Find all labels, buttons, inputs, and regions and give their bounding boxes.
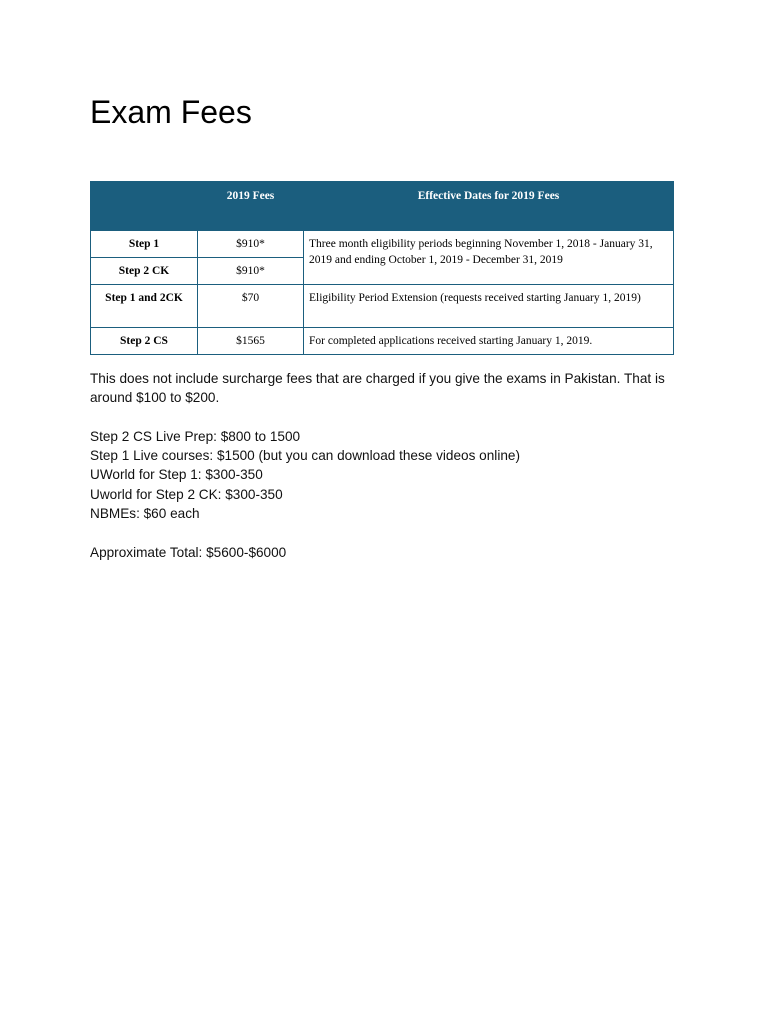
approximate-total: Approximate Total: $5600-$6000 xyxy=(90,544,287,560)
fee-cell: $70 xyxy=(198,285,304,328)
header-effective-dates: Effective Dates for 2019 Fees xyxy=(304,182,674,231)
cost-item: Step 2 CS Live Prep: $800 to 1500 xyxy=(90,428,301,444)
header-exam xyxy=(91,182,198,231)
exam-cell: Step 1 and 2CK xyxy=(91,285,198,328)
page-title: Exam Fees xyxy=(90,94,252,130)
cost-item: Uworld for Step 2 CK: $300-350 xyxy=(90,486,283,502)
table-row xyxy=(91,285,674,328)
table-header-row xyxy=(91,182,674,231)
dates-cell: Eligibility Period Extension (requests received starting January 1, 2019) xyxy=(304,285,674,328)
surcharge-note: This does not include surcharge fees that are charged if you give the exams in Pakistan. That is around $100 to $200. xyxy=(90,371,665,406)
exam-cell: Step 2 CK xyxy=(91,258,198,285)
body-text xyxy=(90,369,680,562)
table-row xyxy=(91,231,674,258)
cost-item: NBMEs: $60 each xyxy=(90,506,200,522)
header-fees: 2019 Fees xyxy=(198,182,304,231)
table-row xyxy=(91,328,674,355)
dates-cell: Three month eligibility periods beginning November 1, 2018 - January 31, 2019 and ending October 1, 2019 - December 31, 2019 xyxy=(304,231,674,285)
cost-item: UWorld for Step 1: $300-350 xyxy=(90,467,263,483)
fee-cell: $910* xyxy=(198,258,304,285)
exam-cell: Step 1 xyxy=(91,231,198,258)
dates-cell: For completed applications received starting January 1, 2019. xyxy=(304,328,674,355)
cost-item: Step 1 Live courses: $1500 (but you can download these videos online) xyxy=(90,448,520,464)
fee-cell: $910* xyxy=(198,231,304,258)
fees-table xyxy=(90,181,674,355)
exam-cell: Step 2 CS xyxy=(91,328,198,355)
fee-cell: $1565 xyxy=(198,328,304,355)
